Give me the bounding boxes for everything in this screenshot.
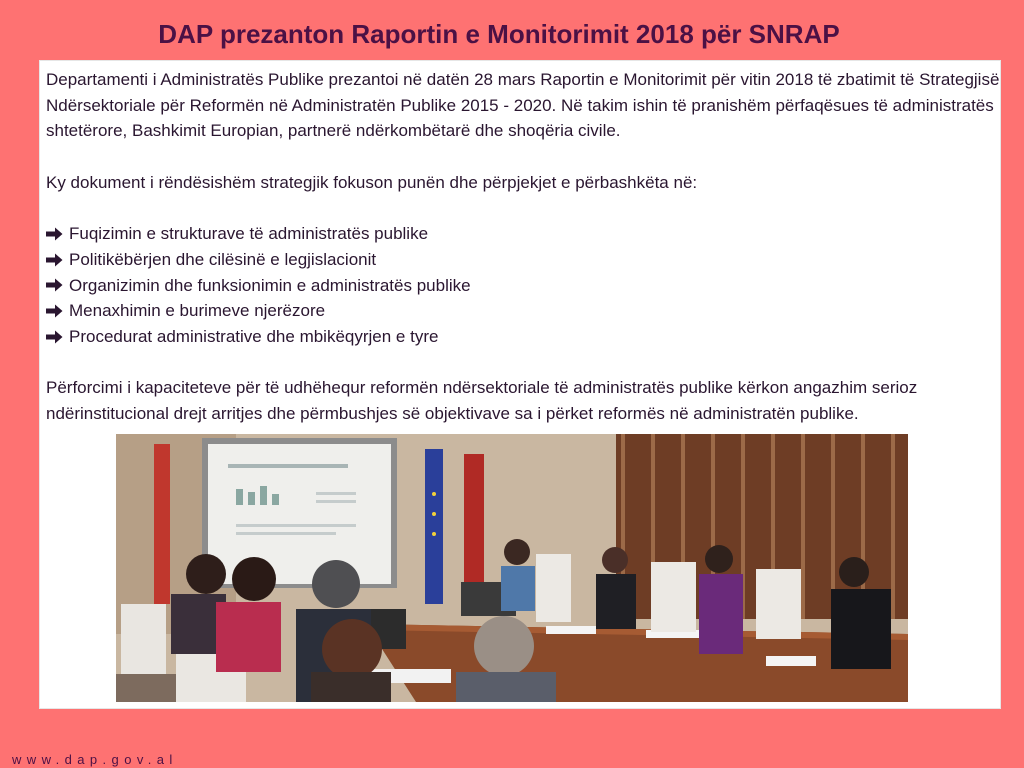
page-title: DAP prezanton Raportin e Monitorimit 2018 për SNRAP: [158, 19, 840, 49]
list-item: [46, 298, 1006, 324]
arrow-right-icon: [46, 304, 63, 318]
list-item-label: Fuqizimin e strukturave të administratës publike: [69, 224, 429, 244]
footer-url: www.dap.gov.al: [12, 752, 178, 767]
list-item-label: Menaxhimin e burimeve njerëzore: [69, 301, 326, 321]
arrow-right-icon: [46, 227, 63, 241]
closing-paragraph: Përforcimi i kapaciteteve për të udhëhequr reformën ndërsektoriale të administratës publike kërkon angazhim serioz ndërinstitucional drejt arritjes dhe përmbushjes së objektivave sa i përket reformës në administratën publike.: [46, 378, 918, 424]
list-item-label: Politikëbërjen dhe cilësinë e legjislacionit: [69, 249, 377, 269]
list-item-label: Procedurat administrative dhe mbikëqyrjen e tyre: [69, 327, 439, 346]
article-panel: [39, 60, 1001, 709]
list-item: [46, 247, 1006, 273]
intro-paragraph: Departamenti i Administratës Publike prezantoi në datën 28 mars Raportin e Monitorimit për vitin 2018 të zbatimit të Strategjisë Ndërsektoriale për Reformën në Administratën Publike 2015 - 2020. Në takim ishin të pranishëm përfaqësues të administratës shtetërore, Bashkimit Europian, partnerë ndërkombëtarë dhe shoqëria civile.: [46, 70, 1000, 141]
arrow-right-icon: [46, 278, 63, 292]
list-item: [46, 221, 1006, 247]
list-item: [46, 273, 1006, 299]
article-body: [46, 67, 1006, 427]
list-item: [46, 324, 1006, 350]
focus-paragraph: Ky dokument i rëndësishëm strategjik fokuson punën dhe përpjekjet e përbashkëta në:: [46, 172, 698, 192]
list-item-label: Organizimin dhe funksionimin e administratës publike: [69, 275, 471, 295]
arrow-right-icon: [46, 330, 63, 344]
meeting-photo: [116, 434, 908, 702]
arrow-right-icon: [46, 253, 63, 267]
